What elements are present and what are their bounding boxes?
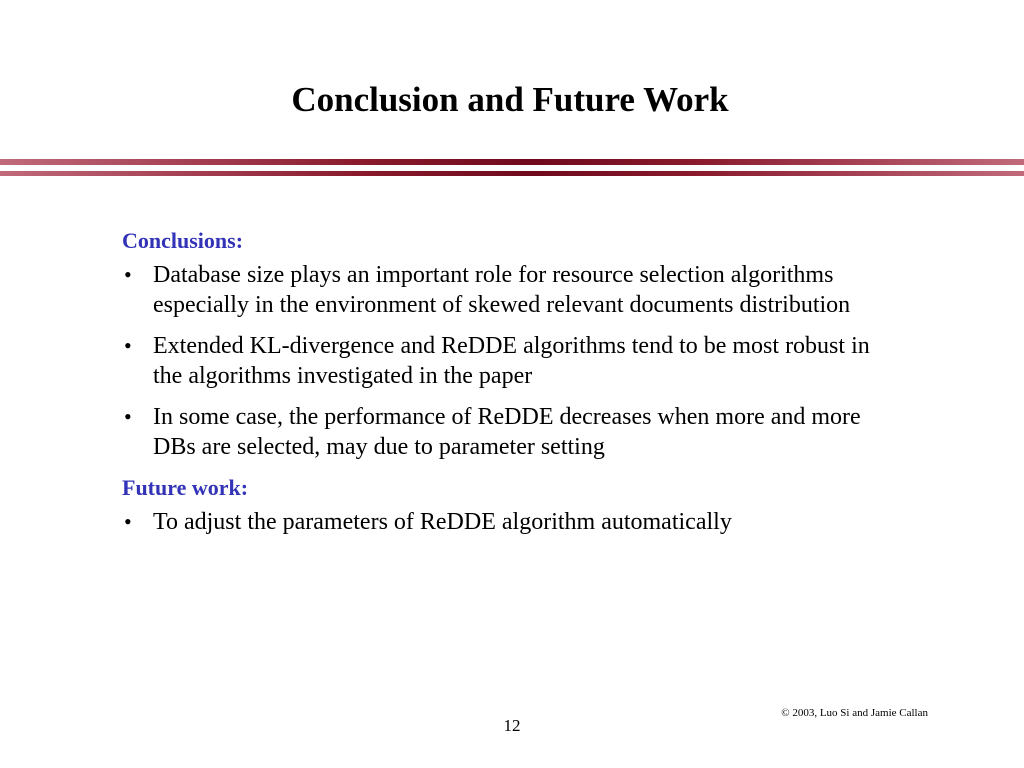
conclusions-heading: Conclusions: bbox=[122, 228, 244, 253]
slide-body bbox=[122, 226, 902, 548]
list-item bbox=[122, 260, 902, 320]
copyright-notice: © 2003, Luo Si and Jamie Callan bbox=[781, 707, 928, 719]
title-divider-top bbox=[0, 159, 1024, 165]
page-number: 12 bbox=[503, 716, 521, 735]
bullet-icon: • bbox=[124, 509, 132, 534]
list-item bbox=[122, 402, 902, 462]
bullet-icon: • bbox=[124, 333, 132, 358]
bullet-text: Extended KL-divergence and ReDDE algorithms tend to be most robust in the algorithms investigated in the paper bbox=[153, 333, 870, 389]
list-item bbox=[122, 331, 902, 391]
bullet-text: To adjust the parameters of ReDDE algorithm automatically bbox=[153, 509, 732, 535]
conclusions-list bbox=[122, 260, 902, 462]
slide-title: Conclusion and Future Work bbox=[291, 80, 729, 119]
bullet-icon: • bbox=[124, 262, 132, 287]
future-work-heading: Future work: bbox=[122, 475, 249, 500]
list-item bbox=[122, 507, 902, 537]
title-divider-bottom bbox=[0, 171, 1024, 176]
bullet-text: Database size plays an important role for resource selection algorithms especially in the environment of skewed relevant documents distribution bbox=[153, 262, 851, 318]
future-work-list bbox=[122, 507, 902, 537]
bullet-icon: • bbox=[124, 404, 132, 429]
bullet-text: In some case, the performance of ReDDE decreases when more and more DBs are selected, may due to parameter setting bbox=[153, 404, 861, 460]
